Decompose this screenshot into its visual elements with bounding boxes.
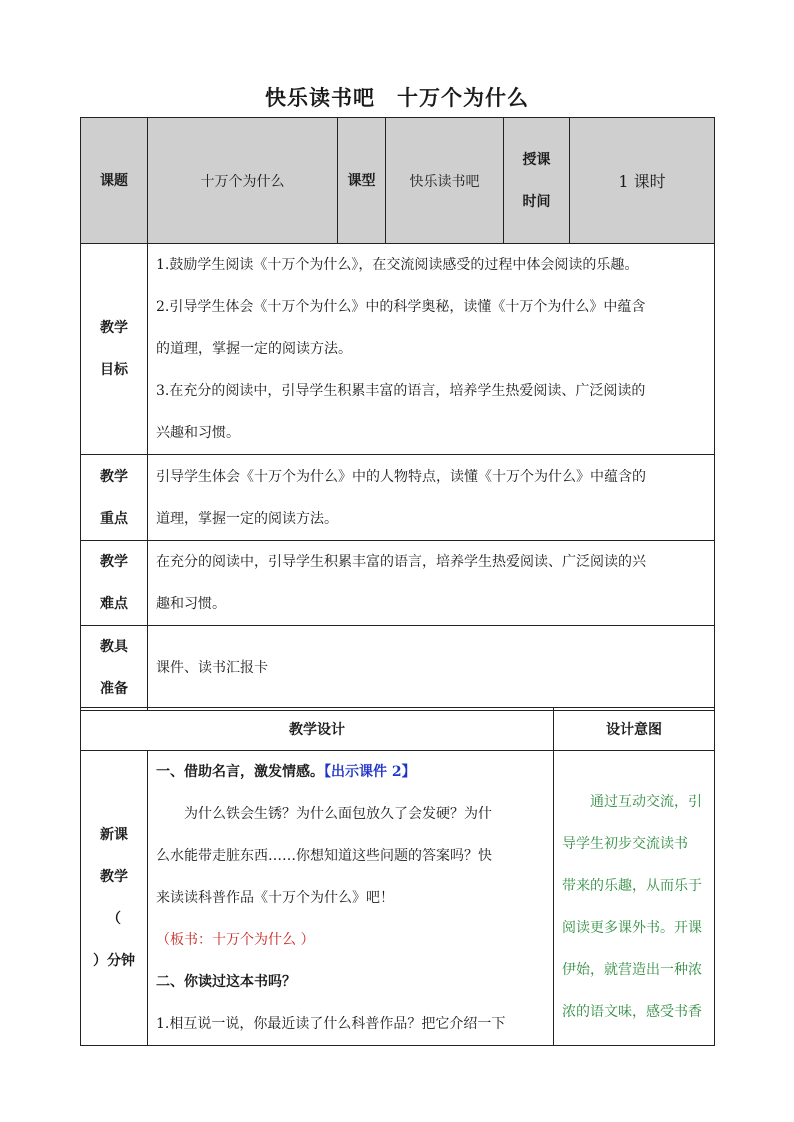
difficulties-content: 在充分的阅读中，引导学生积累丰富的语言，培养学生热爱阅读、广泛阅读的兴 趣和习惯。 — [148, 541, 715, 626]
goal-line: 兴趣和习惯。 — [156, 425, 240, 441]
header-row — [81, 118, 715, 244]
goal-line: 的道理，掌握一定的阅读方法。 — [156, 341, 352, 357]
type-label: 课型 — [338, 118, 386, 244]
goal-line: 2.引导学生体会《十万个为什么》中的科学奥秘，读懂《十万个为什么》中蕴含 — [156, 299, 646, 315]
goals-row — [81, 244, 715, 455]
new-lesson-row — [81, 751, 715, 1046]
design-content: 一、借助名言，激发情感。【出示课件 2】 为什么铁会生锈？为什么面包放久了会发硬？为什 么水能带走脏东西……你想知道这些问题的答案吗？快 来读读科普作品《十万个为什么》吧！ （板书：十万个为什么 ） 二、你读过这本书吗？ 1.相互说一说，你最近读了什么科普作品？把它介绍一下 — [148, 751, 554, 1046]
goal-line: 1.鼓励学生阅读《十万个为什么》，在交流阅读感受的过程中体会阅读的乐趣。 — [156, 257, 639, 273]
goals-label: 教学 目标 — [81, 244, 148, 455]
type-value: 快乐读书吧 — [386, 118, 504, 244]
time-value: 1 课时 — [570, 118, 715, 244]
step-2-heading: 二、你读过这本书吗？ — [156, 974, 296, 990]
page-title: 快乐读书吧 十万个为什么 — [265, 86, 529, 110]
teaching-design-table — [80, 707, 715, 1046]
lesson-info-table — [80, 117, 715, 711]
difficulties-row — [81, 541, 715, 626]
board-note: （板书：十万个为什么 ） — [156, 932, 315, 948]
intent-header: 设计意图 — [554, 708, 715, 751]
materials-content: 课件、读书汇报卡 — [148, 626, 715, 711]
course-value: 十万个为什么 — [148, 118, 338, 244]
goal-line: 3.在充分的阅读中，引导学生积累丰富的语言，培养学生热爱阅读、广泛阅读的 — [156, 383, 646, 399]
intent-content: 通过互动交流，引 导学生初步交流读书 带来的乐趣，从而乐于 阅读更多课外书。开课 伊始，就营造出一种浓 浓的语文味，感受书香 — [554, 751, 715, 1046]
design-header-row — [81, 708, 715, 751]
key-points-row — [81, 455, 715, 541]
new-lesson-label: 新课 教学 （ ）分钟 — [81, 751, 148, 1046]
course-label: 课题 — [81, 118, 148, 244]
step-1-heading: 一、借助名言，激发情感。【出示课件 2】 — [156, 764, 416, 780]
key-points-label: 教学 重点 — [81, 455, 148, 541]
materials-row — [81, 626, 715, 711]
courseware-tag: 【出示课件 2】 — [324, 764, 416, 780]
time-label: 授课 时间 — [504, 118, 570, 244]
design-header: 教学设计 — [81, 708, 554, 751]
goals-content — [148, 244, 715, 455]
key-points-content: 引导学生体会《十万个为什么》中的人物特点，读懂《十万个为什么》中蕴含的 道理，掌握一定的阅读方法。 — [148, 455, 715, 541]
difficulties-label: 教学 难点 — [81, 541, 148, 626]
materials-label: 教具 准备 — [81, 626, 148, 711]
